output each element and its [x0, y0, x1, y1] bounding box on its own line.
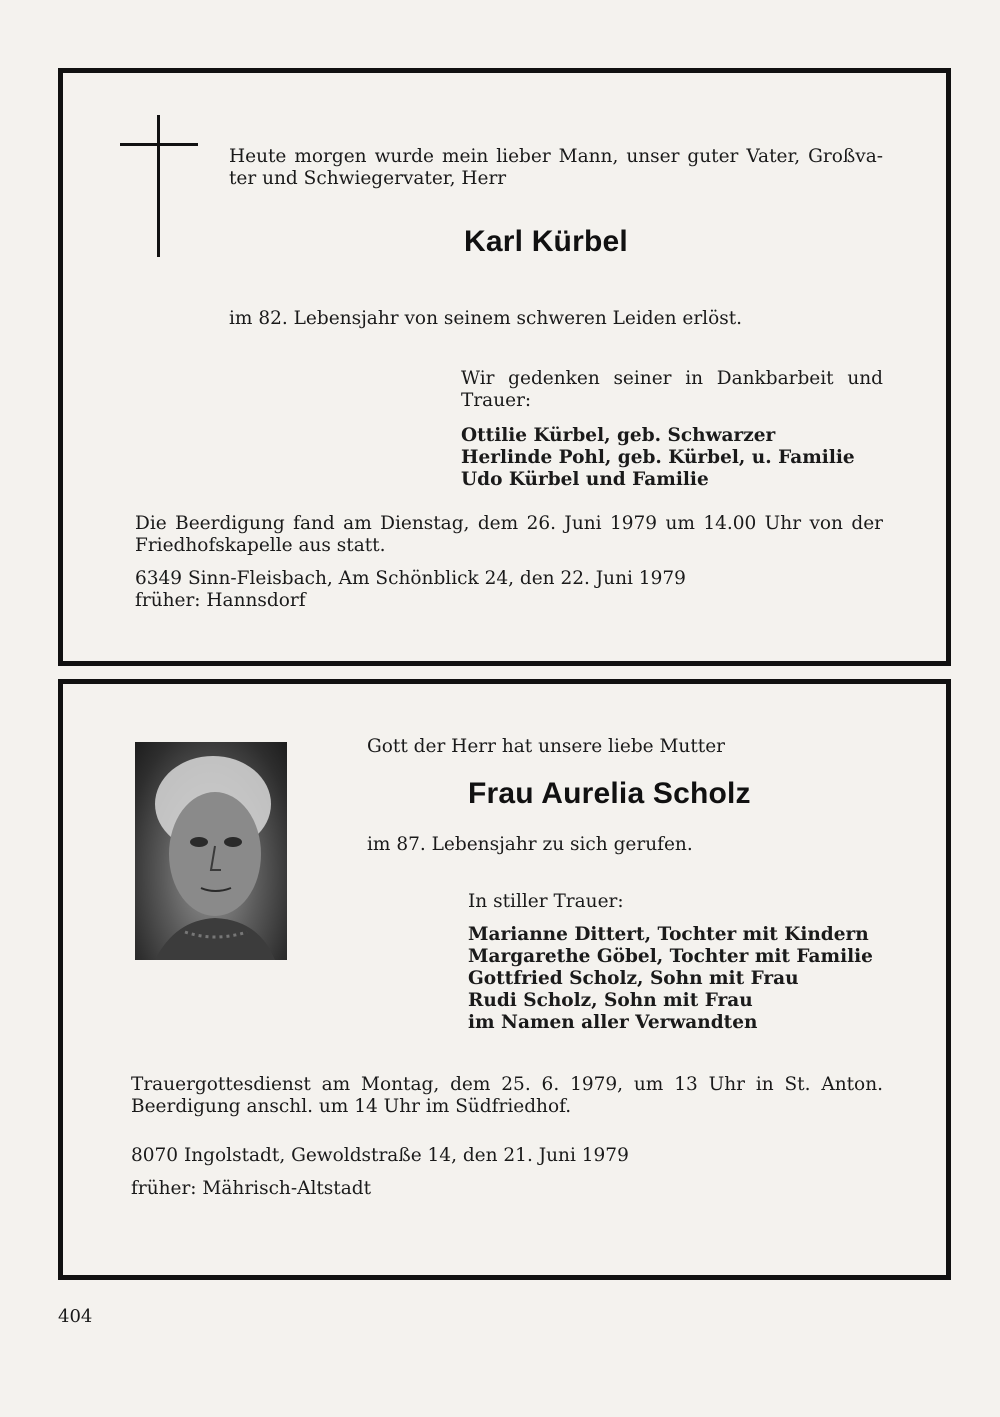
- service-line-1: Trauergottesdienst am Montag, dem 25. 6. 1979, um 13 Uhr in St. Anton.: [131, 1074, 883, 1095]
- mourner: im Namen aller Verwandten: [468, 1012, 758, 1033]
- cross-bar: [120, 143, 198, 146]
- intro-line: Gott der Herr hat unsere liebe Mutter: [367, 736, 726, 757]
- intro-line-1: Heute morgen wurde mein lieber Mann, unser guter Vater, Großva-: [229, 146, 883, 167]
- mourner: Margarethe Göbel, Tochter mit Familie: [468, 946, 873, 967]
- cross-icon: [157, 115, 160, 257]
- mourner: Marianne Dittert, Tochter mit Kindern: [468, 924, 869, 945]
- obituary-notice-karl-kurbel: [58, 68, 951, 666]
- age-line: im 82. Lebensjahr von seinem schweren Leiden erlöst.: [229, 308, 743, 329]
- deceased-name: Frau Aurelia Scholz: [468, 777, 751, 810]
- service-line-2: Beerdigung anschl. um 14 Uhr im Südfriedhof.: [131, 1096, 572, 1117]
- funeral-line-2: Friedhofskapelle aus statt.: [135, 535, 386, 556]
- mourning-intro: In stiller Trauer:: [468, 891, 624, 912]
- intro-line-2: ter und Schwiegervater, Herr: [229, 168, 507, 189]
- mourner: Rudi Scholz, Sohn mit Frau: [468, 990, 753, 1011]
- former-residence: früher: Hannsdorf: [135, 590, 306, 611]
- mourning-intro-2: Trauer:: [461, 390, 532, 411]
- mourning-intro-1: Wir gedenken seiner in Dankbarbeit und: [461, 368, 883, 389]
- former-residence: früher: Mährisch-Altstadt: [131, 1178, 372, 1199]
- address-line: 8070 Ingolstadt, Gewoldstraße 14, den 21. Juni 1979: [131, 1145, 629, 1166]
- age-line: im 87. Lebensjahr zu sich gerufen.: [367, 834, 693, 855]
- mourner: Herlinde Pohl, geb. Kürbel, u. Familie: [461, 447, 855, 468]
- obituary-notice-aurelia-scholz: [58, 679, 951, 1280]
- address-line: 6349 Sinn-Fleisbach, Am Schönblick 24, den 22. Juni 1979: [135, 568, 686, 589]
- portrait-drawing: [135, 742, 287, 960]
- funeral-line-1: Die Beerdigung fand am Dienstag, dem 26. Juni 1979 um 14.00 Uhr von der: [135, 513, 883, 534]
- mourner: Gottfried Scholz, Sohn mit Frau: [468, 968, 799, 989]
- mourner: Ottilie Kürbel, geb. Schwarzer: [461, 425, 776, 446]
- mourner: Udo Kürbel und Familie: [461, 469, 709, 490]
- deceased-name: Karl Kürbel: [464, 225, 628, 258]
- portrait-photo: [135, 742, 287, 960]
- page-number: 404: [58, 1306, 93, 1327]
